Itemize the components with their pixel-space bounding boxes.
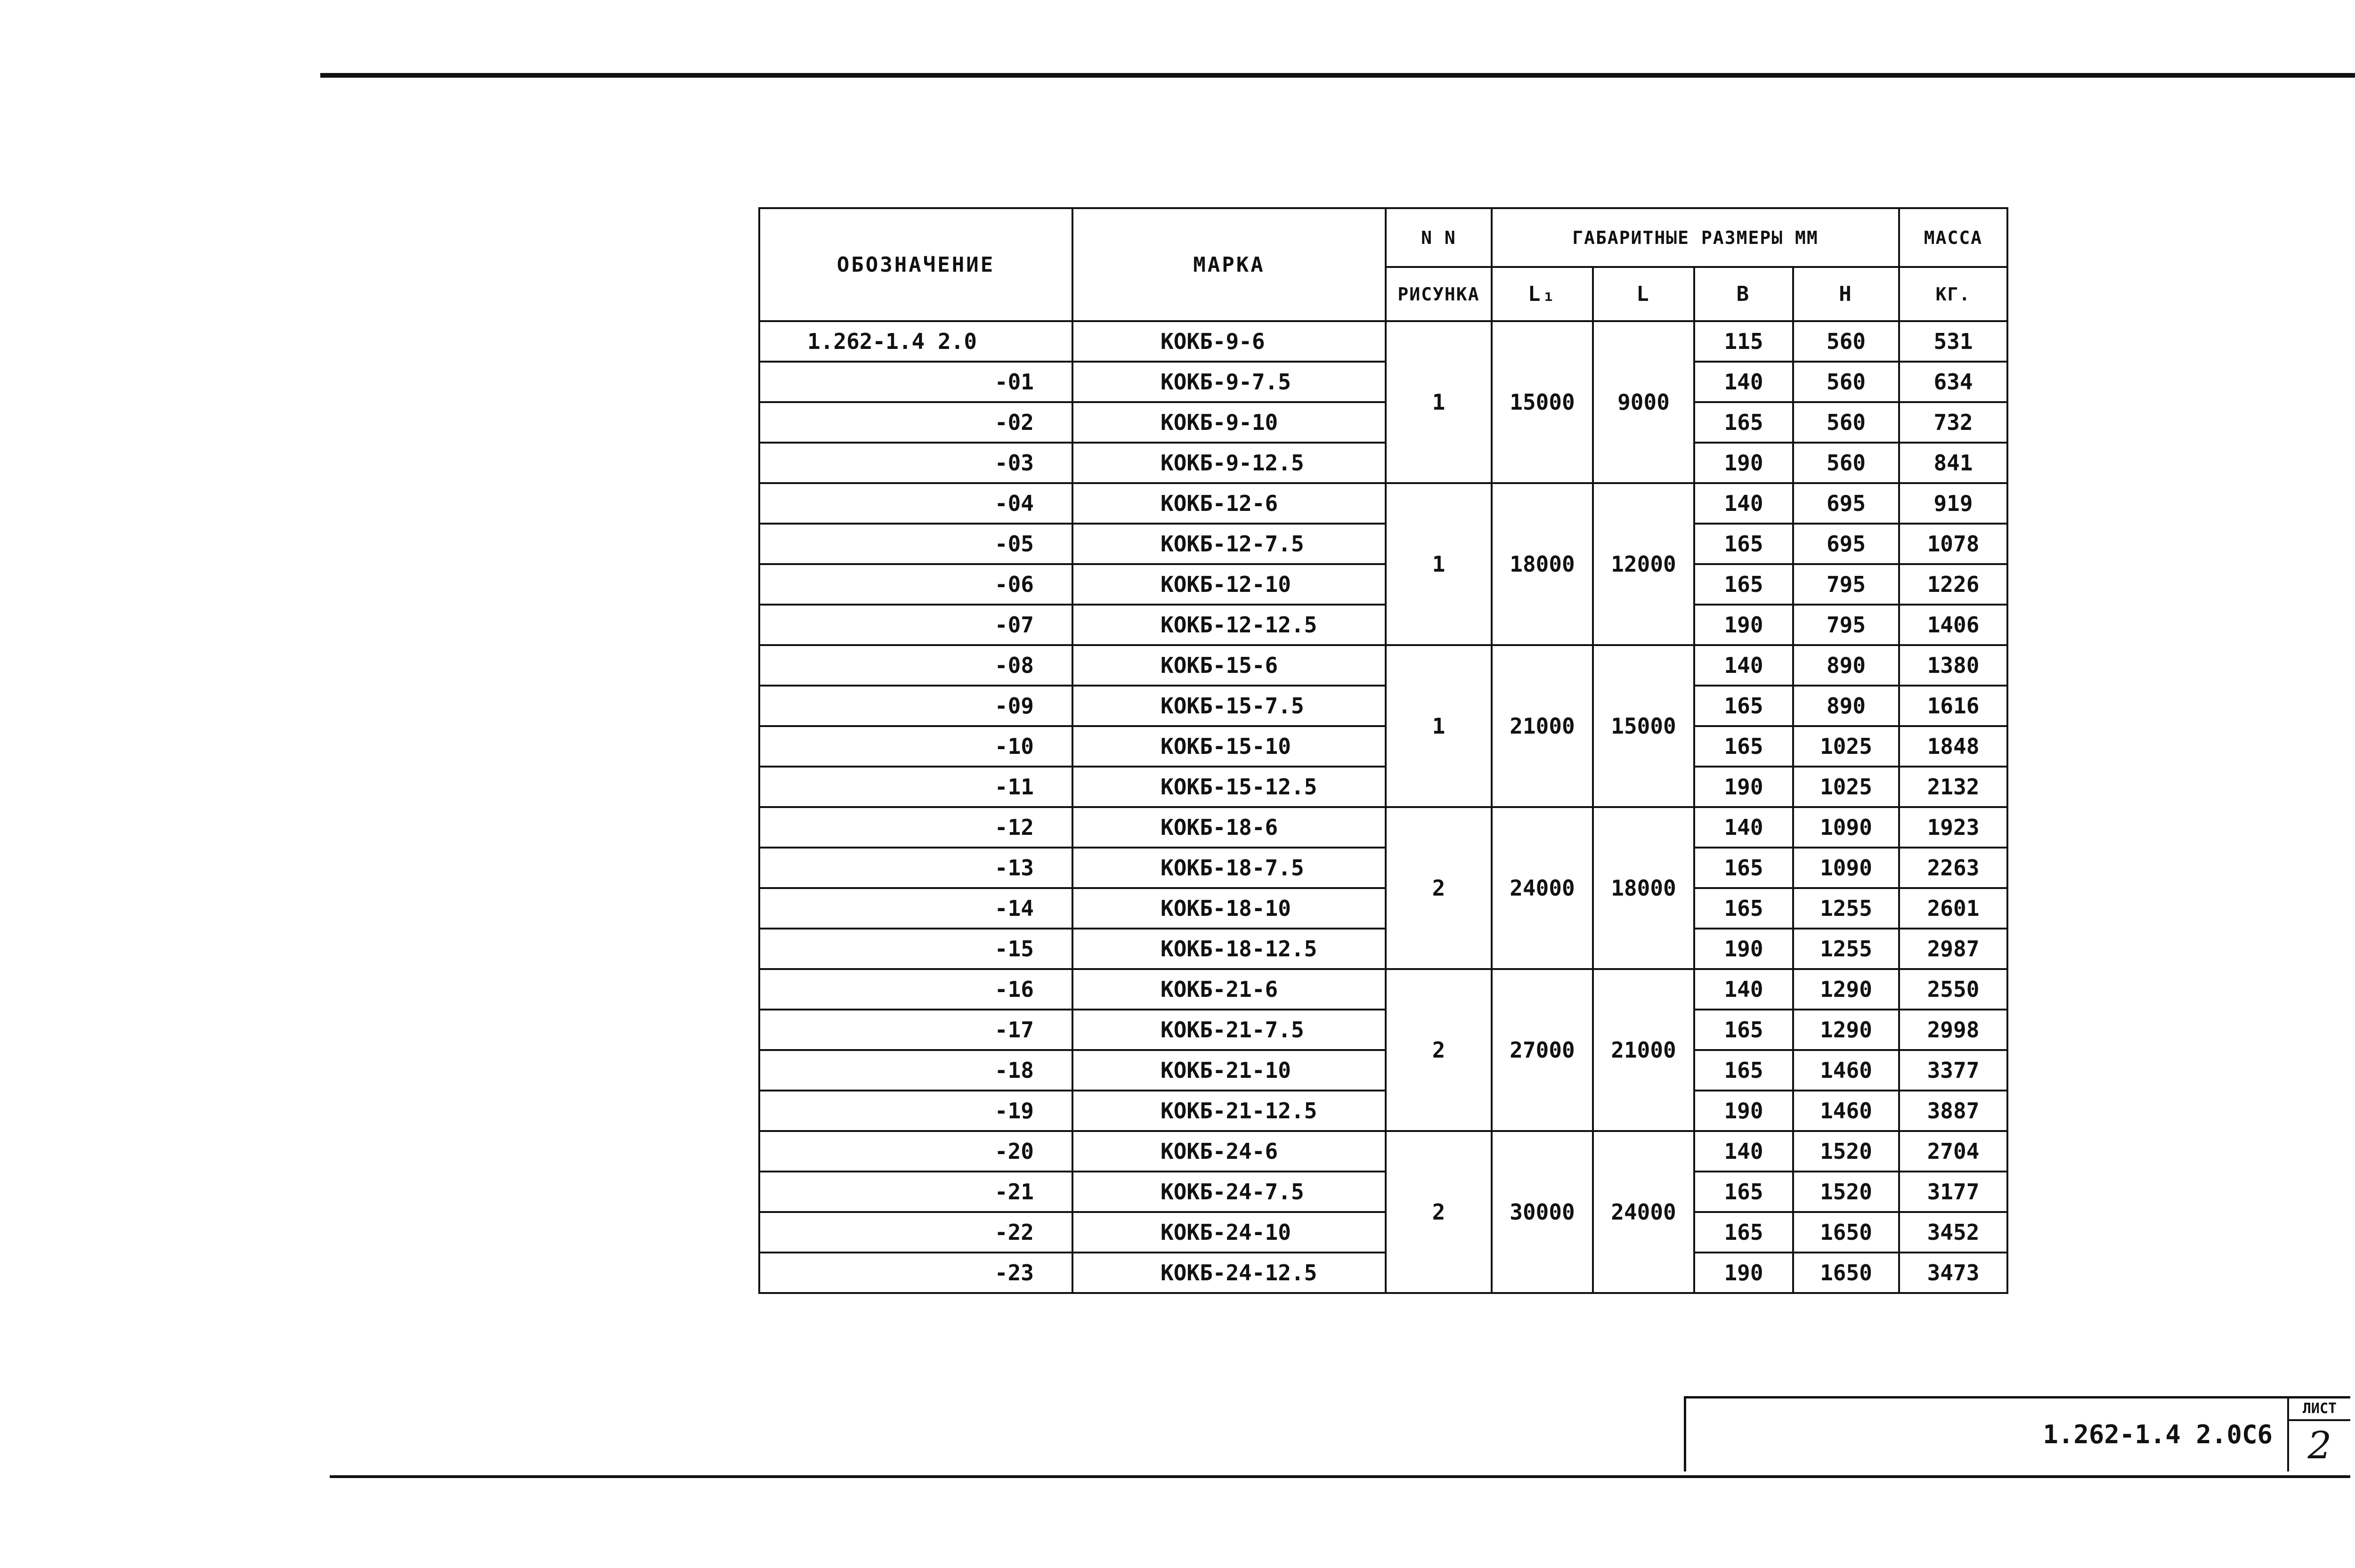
table-row [759,848,2007,888]
mass-cell: 2132 [1899,767,2007,807]
h-cell: 1290 [1793,1010,1899,1050]
table-row [759,1253,2007,1293]
mass-cell: 732 [1899,402,2007,443]
designation-cell: -01 [759,362,1072,402]
mass-cell: 2601 [1899,888,2007,929]
table-row [759,605,2007,645]
b-cell: 165 [1694,686,1793,726]
b-cell: 140 [1694,483,1793,524]
table-row [759,1212,2007,1253]
b-cell: 165 [1694,402,1793,443]
mark-cell: КОКБ-24-10 [1072,1212,1386,1253]
figure-cell: 1 [1386,483,1492,645]
header-mass-line2: КГ. [1899,267,2007,321]
designation-cell: -09 [759,686,1072,726]
designation-cell: -15 [759,929,1072,969]
h-cell: 1520 [1793,1172,1899,1212]
b-cell: 165 [1694,848,1793,888]
table-row [759,645,2007,686]
h-cell: 560 [1793,321,1899,362]
table-body [759,321,2007,1293]
frame-top-line [320,73,2355,78]
title-block-stamp [1684,1396,2350,1471]
b-cell: 190 [1694,929,1793,969]
h-cell: 695 [1793,483,1899,524]
mass-cell: 919 [1899,483,2007,524]
header-figure-line2: РИСУНКА [1386,267,1492,321]
mass-cell: 3452 [1899,1212,2007,1253]
l1-cell: 24000 [1492,807,1593,969]
h-cell: 1090 [1793,807,1899,848]
h-cell: 795 [1793,564,1899,605]
h-cell: 1460 [1793,1091,1899,1131]
designation-cell: -22 [759,1212,1072,1253]
designation-cell: -06 [759,564,1072,605]
h-cell: 1460 [1793,1050,1899,1091]
mark-cell: КОКБ-12-10 [1072,564,1386,605]
mark-cell: КОКБ-21-7.5 [1072,1010,1386,1050]
table-row [759,524,2007,564]
mass-cell: 2987 [1899,929,2007,969]
mass-cell: 1848 [1899,726,2007,767]
sheet-number: 2 [2307,1423,2332,1467]
h-cell: 1650 [1793,1212,1899,1253]
designation-cell: -11 [759,767,1072,807]
table-row [759,726,2007,767]
mark-cell: КОКБ-12-6 [1072,483,1386,524]
b-cell: 140 [1694,645,1793,686]
designation-cell: -17 [759,1010,1072,1050]
mark-cell: КОКБ-18-6 [1072,807,1386,848]
figure-cell: 2 [1386,1131,1492,1293]
designation-cell: -18 [759,1050,1072,1091]
mass-cell: 1078 [1899,524,2007,564]
mark-cell: КОКБ-15-7.5 [1072,686,1386,726]
mass-cell: 3177 [1899,1172,2007,1212]
mass-cell: 1616 [1899,686,2007,726]
designation-cell: -04 [759,483,1072,524]
l1-cell: 15000 [1492,321,1593,483]
mass-cell: 3377 [1899,1050,2007,1091]
mark-cell: КОКБ-24-7.5 [1072,1172,1386,1212]
header-mass-line1: МАССА [1899,208,2007,267]
mass-cell: 634 [1899,362,2007,402]
table-row [759,1050,2007,1091]
mass-cell: 2704 [1899,1131,2007,1172]
table-row [759,807,2007,848]
table-row [759,969,2007,1010]
mass-cell: 2998 [1899,1010,2007,1050]
l-cell: 9000 [1593,321,1694,483]
mark-cell: КОКБ-9-10 [1072,402,1386,443]
header-designation: ОБОЗНАЧЕНИЕ [759,208,1072,321]
b-cell: 165 [1694,524,1793,564]
table-row [759,888,2007,929]
table-row [759,1010,2007,1050]
h-cell: 560 [1793,443,1899,483]
b-cell: 165 [1694,726,1793,767]
mark-cell: КОКБ-9-6 [1072,321,1386,362]
sheet-box [2287,1398,2350,1471]
h-cell: 560 [1793,402,1899,443]
table-row [759,767,2007,807]
document-code: 1.262-1.4 2.0С6 [2043,1420,2273,1449]
designation-cell: -20 [759,1131,1072,1172]
designation-cell: -10 [759,726,1072,767]
designation-cell: -05 [759,524,1072,564]
mark-cell: КОКБ-21-12.5 [1072,1091,1386,1131]
h-cell: 1290 [1793,969,1899,1010]
h-cell: 695 [1793,524,1899,564]
b-cell: 140 [1694,969,1793,1010]
mark-cell: КОКБ-12-12.5 [1072,605,1386,645]
h-cell: 1025 [1793,726,1899,767]
b-cell: 165 [1694,1172,1793,1212]
b-cell: 165 [1694,564,1793,605]
mass-cell: 2550 [1899,969,2007,1010]
figure-cell: 2 [1386,807,1492,969]
designation-cell: -08 [759,645,1072,686]
table-row [759,564,2007,605]
table-row [759,1091,2007,1131]
mark-cell: КОКБ-18-7.5 [1072,848,1386,888]
frame-bottom-line [330,1475,2350,1478]
l1-cell: 30000 [1492,1131,1593,1293]
table-row [759,321,2007,362]
mark-cell: КОКБ-9-12.5 [1072,443,1386,483]
designation-cell: -16 [759,969,1072,1010]
mass-cell: 3473 [1899,1253,2007,1293]
h-cell: 795 [1793,605,1899,645]
mark-cell: КОКБ-21-6 [1072,969,1386,1010]
designation-cell: -21 [759,1172,1072,1212]
mark-cell: КОКБ-24-12.5 [1072,1253,1386,1293]
mark-cell: КОКБ-12-7.5 [1072,524,1386,564]
mark-cell: КОКБ-15-10 [1072,726,1386,767]
mass-cell: 841 [1899,443,2007,483]
mark-cell: КОКБ-15-12.5 [1072,767,1386,807]
l-cell: 21000 [1593,969,1694,1131]
table-row [759,929,2007,969]
figure-cell: 2 [1386,969,1492,1131]
mass-cell: 2263 [1899,848,2007,888]
specification-table [758,207,2008,1294]
h-cell: 1255 [1793,929,1899,969]
l1-cell: 27000 [1492,969,1593,1131]
l-cell: 15000 [1593,645,1694,807]
h-cell: 560 [1793,362,1899,402]
mark-cell: КОКБ-21-10 [1072,1050,1386,1091]
mark-cell: КОКБ-18-12.5 [1072,929,1386,969]
mass-cell: 3887 [1899,1091,2007,1131]
h-cell: 890 [1793,686,1899,726]
header-dim-h: Н [1793,267,1899,321]
b-cell: 140 [1694,807,1793,848]
header-dim-b: В [1694,267,1793,321]
designation-cell: -14 [759,888,1072,929]
h-cell: 1520 [1793,1131,1899,1172]
designation-cell: -02 [759,402,1072,443]
l-cell: 24000 [1593,1131,1694,1293]
mass-cell: 1380 [1899,645,2007,686]
figure-cell: 1 [1386,645,1492,807]
b-cell: 190 [1694,1091,1793,1131]
h-cell: 1025 [1793,767,1899,807]
b-cell: 165 [1694,1010,1793,1050]
table-row [759,1172,2007,1212]
header-dim-l1: L₁ [1492,267,1593,321]
sheet-label: ЛИСТ [2289,1398,2350,1421]
mark-cell: КОКБ-24-6 [1072,1131,1386,1172]
designation-cell: -07 [759,605,1072,645]
b-cell: 190 [1694,767,1793,807]
table-row [759,443,2007,483]
header-mark: МАРКА [1072,208,1386,321]
mark-cell: КОКБ-18-10 [1072,888,1386,929]
designation-cell: -03 [759,443,1072,483]
b-cell: 140 [1694,362,1793,402]
b-cell: 165 [1694,1050,1793,1091]
l1-cell: 18000 [1492,483,1593,645]
b-cell: 190 [1694,1253,1793,1293]
designation-cell: -23 [759,1253,1072,1293]
table-row [759,1131,2007,1172]
designation-cell: -12 [759,807,1072,848]
b-cell: 165 [1694,1212,1793,1253]
table-row [759,483,2007,524]
mark-cell: КОКБ-9-7.5 [1072,362,1386,402]
h-cell: 1255 [1793,888,1899,929]
header-dimensions: ГАБАРИТНЫЕ РАЗМЕРЫ ММ [1492,208,1899,267]
mass-cell: 1406 [1899,605,2007,645]
b-cell: 115 [1694,321,1793,362]
b-cell: 165 [1694,888,1793,929]
mass-cell: 1226 [1899,564,2007,605]
mass-cell: 531 [1899,321,2007,362]
mass-cell: 1923 [1899,807,2007,848]
mark-cell: КОКБ-15-6 [1072,645,1386,686]
table-row [759,402,2007,443]
b-cell: 140 [1694,1131,1793,1172]
table-row [759,686,2007,726]
l-cell: 12000 [1593,483,1694,645]
h-cell: 1650 [1793,1253,1899,1293]
header-figure-line1: N N [1386,208,1492,267]
h-cell: 890 [1793,645,1899,686]
header-dim-l: L [1593,267,1694,321]
table-row [759,362,2007,402]
h-cell: 1090 [1793,848,1899,888]
b-cell: 190 [1694,605,1793,645]
figure-cell: 1 [1386,321,1492,483]
designation-cell: 1.262-1.4 2.0 [759,321,1072,362]
l1-cell: 21000 [1492,645,1593,807]
l-cell: 18000 [1593,807,1694,969]
designation-cell: -13 [759,848,1072,888]
designation-cell: -19 [759,1091,1072,1131]
b-cell: 190 [1694,443,1793,483]
